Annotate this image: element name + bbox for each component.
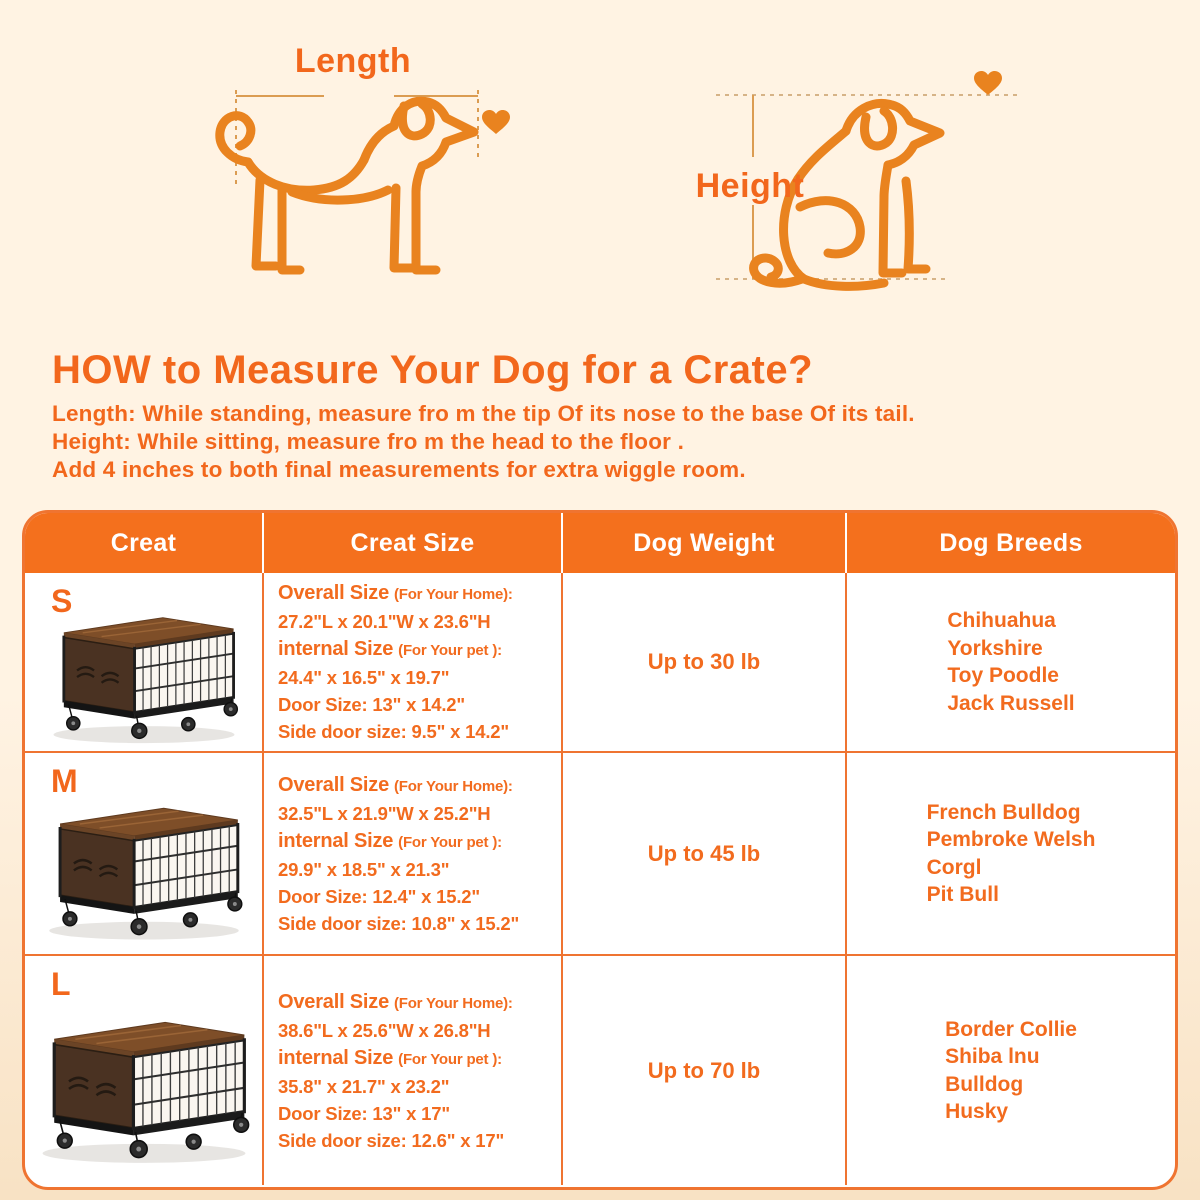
dog-weight-cell: Up to 45 lb <box>563 753 847 954</box>
dog-weight-cell: Up to 70 lb <box>563 956 847 1185</box>
height-label: Height <box>695 167 805 205</box>
instructions <box>52 400 915 484</box>
dog-breeds-cell <box>847 573 1175 751</box>
column-header-creat: Creat <box>25 513 264 573</box>
crate-image-large <box>33 997 255 1171</box>
breed-item: Bulldog <box>945 1072 1024 1096</box>
column-header-creat-size: Creat Size <box>264 513 563 573</box>
breed-item: Toy Poodle <box>947 664 1059 687</box>
overall-size-value: 38.6"L x 25.6"W x 26.8"H <box>278 1019 491 1041</box>
internal-size-label: internal Size <box>278 1046 394 1069</box>
breed-item: Jack Russell <box>947 691 1075 715</box>
internal-size-label: internal Size <box>278 638 394 660</box>
table-row-medium <box>25 751 1175 954</box>
door-size-value: Door Size: 13" x 14.2" <box>278 694 465 715</box>
measurement-diagram-height <box>686 55 1038 307</box>
breed-item: Pembroke Welsh <box>926 828 1096 851</box>
heart-icon <box>974 71 1002 95</box>
internal-size-value: 35.8" x 21.7" x 23.2" <box>278 1075 450 1097</box>
dog-weight-cell: Up to 30 lb <box>563 573 847 751</box>
side-door-size-value: Side door size: 12.6" x 17" <box>278 1129 505 1151</box>
column-header-dog-weight: Dog Weight <box>563 513 847 573</box>
crate-size-cell <box>264 956 563 1185</box>
column-header-dog-breeds: Dog Breeds <box>939 528 1083 557</box>
overall-size-note: (For Your Home): <box>393 586 513 603</box>
breed-item: Chihuahua <box>947 609 1056 632</box>
size-table <box>22 510 1178 1190</box>
internal-size-value: 29.9" x 18.5" x 21.3" <box>278 858 450 880</box>
internal-size-value: 24.4" x 16.5" x 19.7" <box>278 667 450 688</box>
crate-size-cell <box>264 573 563 751</box>
overall-size-label: Overall Size <box>278 773 389 796</box>
size-letter: L <box>51 966 71 1002</box>
internal-size-note: (For Your pet ): <box>398 833 502 851</box>
dog-breeds-cell <box>847 956 1175 1185</box>
crate-cell <box>25 753 264 954</box>
door-size-value: Door Size: 12.4" x 15.2" <box>278 885 480 907</box>
dog-breeds-cell <box>847 753 1175 954</box>
overall-size-note: (For Your Home): <box>393 994 513 1012</box>
length-label: Length <box>294 42 412 80</box>
breed-item: Husky <box>945 1100 1009 1123</box>
instruction-line-wiggle: Add 4 inches to both final measurements for extra wiggle room. <box>52 457 746 482</box>
crate-cell <box>25 956 264 1185</box>
side-door-size-value: Side door size: 10.8" x 15.2" <box>278 912 520 934</box>
table-row-small <box>25 573 1175 751</box>
internal-size-note: (For Your pet ): <box>398 642 502 659</box>
size-letter: S <box>51 583 73 619</box>
overall-size-label: Overall Size <box>278 582 389 604</box>
breed-item: Border Collie <box>945 1017 1077 1041</box>
measurement-diagram-length <box>188 40 518 312</box>
table-row-large <box>25 954 1175 1185</box>
page-title: HOW to Measure Your Dog for a Crate? <box>52 348 814 392</box>
size-letter: M <box>51 763 78 799</box>
crate-image-small <box>45 595 243 751</box>
overall-size-note: (For Your Home): <box>393 777 513 795</box>
breed-item: Pit Bull <box>926 883 999 906</box>
breed-item: French Bulldog <box>926 800 1081 824</box>
breed-item: Shiba lnu <box>945 1045 1040 1068</box>
crate-cell <box>25 573 264 751</box>
internal-size-note: (For Your pet ): <box>398 1050 502 1068</box>
crate-image-medium <box>40 784 248 947</box>
door-size-value: Door Size: 13" x 17" <box>278 1102 450 1124</box>
breed-item: Yorkshire <box>947 636 1043 660</box>
overall-size-value: 32.5"L x 21.9"W x 25.2"H <box>278 802 491 824</box>
overall-size-label: Overall Size <box>278 990 389 1013</box>
crate-size-cell <box>264 753 563 954</box>
overall-size-value: 27.2"L x 20.1"W x 23.6"H <box>278 611 491 632</box>
breed-item: Corgl <box>926 855 982 879</box>
heart-icon <box>482 110 510 134</box>
internal-size-label: internal Size <box>278 829 394 852</box>
table-header-row <box>25 513 1175 573</box>
side-door-size-value: Side door size: 9.5" x 14.2" <box>278 721 509 742</box>
instruction-line-height: Height: While sitting, measure fro m the head to the floor . <box>52 429 685 454</box>
instruction-line-length: Length: While standing, measure fro m the tip Of its nose to the base Of its tail. <box>52 401 915 426</box>
